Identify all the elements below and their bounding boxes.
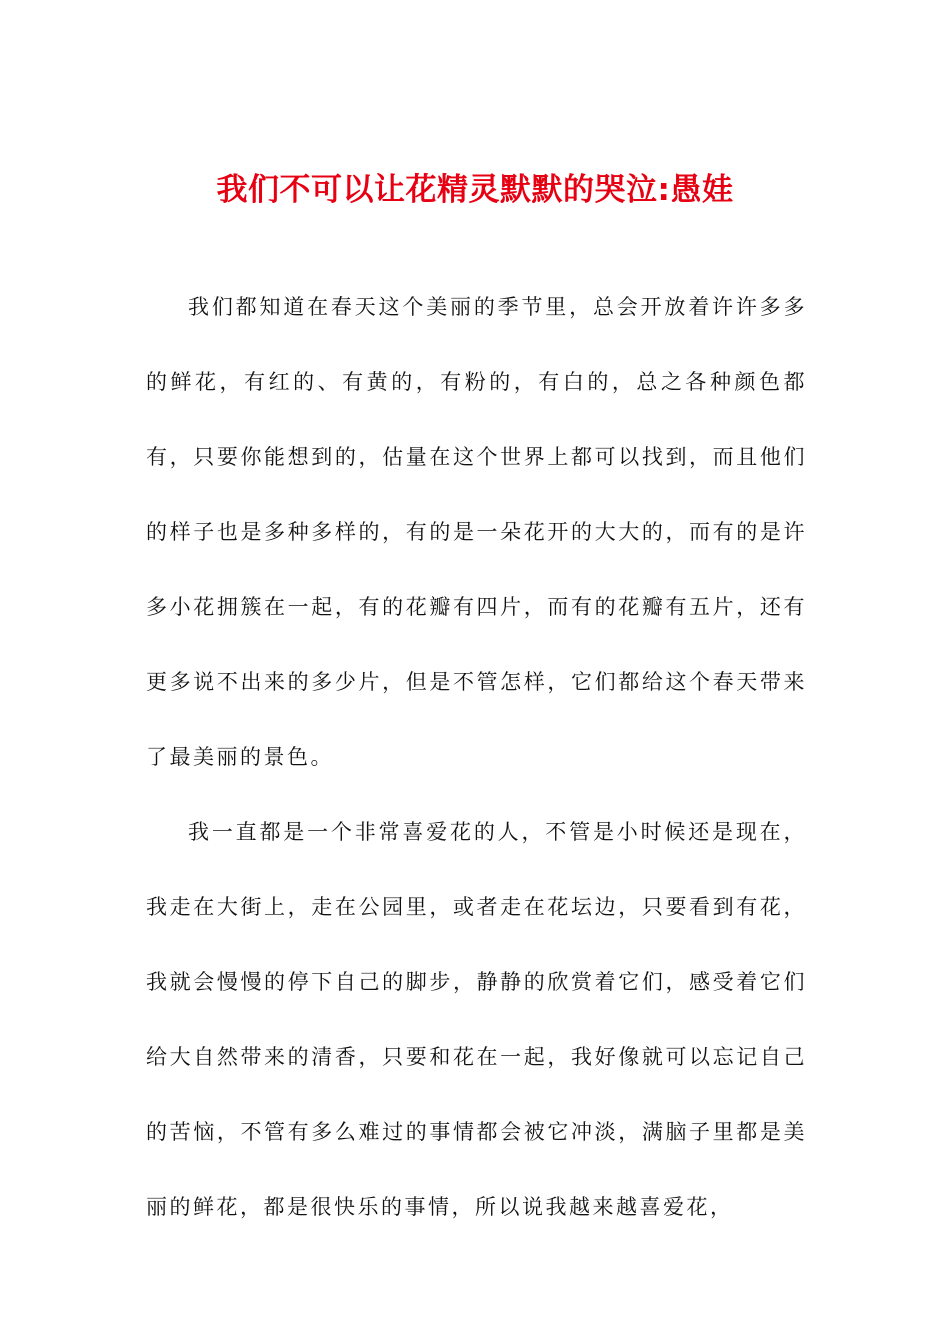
document-body — [146, 270, 807, 1245]
paragraph-1: 我们都知道在春天这个美丽的季节里，总会开放着许许多多的鲜花，有红的、有黄的，有粉的，有白的，总之各种颜色都有，只要你能想到的，估量在这个世界上都可以找到，而且他们的样子也是多种多样的，有的是一朵花开的大大的，而有的是许多小花拥簇在一起，有的花瓣有四片，而有的花瓣有五片，还有更多说不出来的多少片，但是不管怎样，它们都给这个春天带来了最美丽的景色。 — [146, 295, 807, 769]
document-title: 我们不可以让花精灵默默的哭泣:愚娃 — [216, 171, 734, 208]
paragraph-2: 我一直都是一个非常喜爱花的人，不管是小时候还是现在，我走在大街上，走在公园里，或者走在花坛边，只要看到有花，我就会慢慢的停下自己的脚步，静静的欣赏着它们，感受着它们给大自然带来的清香，只要和花在一起，我好像就可以忘记自己的苦恼，不管有多么难过的事情都会被它冲淡，满脑子里都是美丽的鲜花，都是很快乐的事情，所以说我越来越喜爱花， — [146, 820, 807, 1219]
